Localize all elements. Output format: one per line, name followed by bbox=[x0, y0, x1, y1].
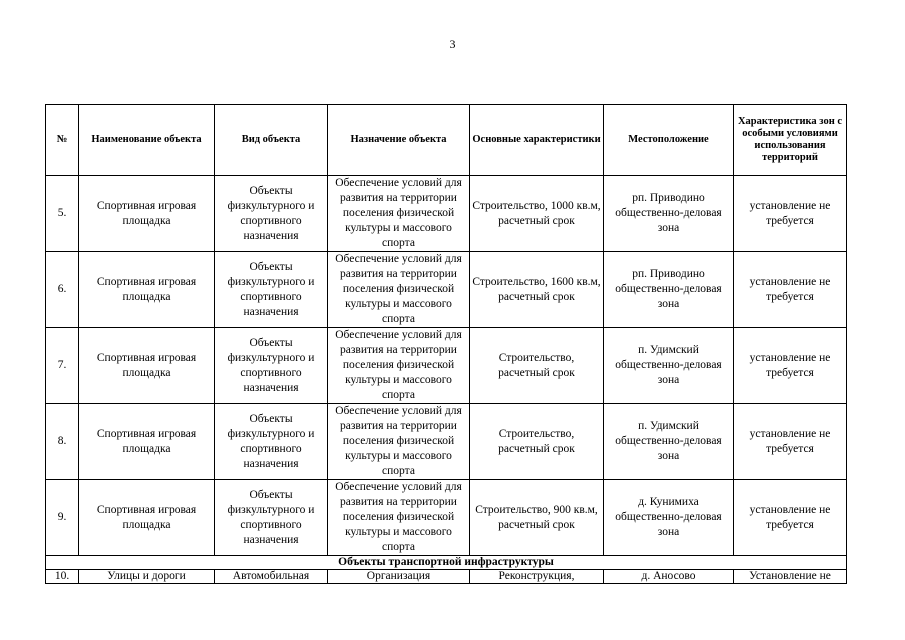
section-row bbox=[46, 556, 847, 570]
row-number: 5. bbox=[46, 176, 79, 252]
location-cell: д. Аносово bbox=[604, 570, 734, 584]
object-name-cell: Спортивная игровая площадка bbox=[79, 252, 215, 328]
zone-cell: установление не требуется bbox=[734, 252, 847, 328]
object-name-cell: Спортивная игровая площадка bbox=[79, 404, 215, 480]
header-object-type: Вид объекта bbox=[215, 105, 328, 176]
object-purpose-cell: Обеспечение условий для развития на территории поселения физической культуры и массового спорта bbox=[328, 176, 470, 252]
row-number: 7. bbox=[46, 328, 79, 404]
object-name-cell: Улицы и дороги bbox=[79, 570, 215, 584]
header-object-name: Наименование объекта bbox=[79, 105, 215, 176]
location-cell: п. Удимский общественно-деловая зона bbox=[604, 328, 734, 404]
characteristics-cell: Строительство, 1000 кв.м, расчетный срок bbox=[470, 176, 604, 252]
characteristics-cell: Строительство, расчетный срок bbox=[470, 404, 604, 480]
row-number: 9. bbox=[46, 480, 79, 556]
characteristics-cell: Строительство, расчетный срок bbox=[470, 328, 604, 404]
table-row bbox=[46, 176, 847, 252]
header-main-characteristics: Основные характеристики bbox=[470, 105, 604, 176]
object-type-cell: Объекты физкультурного и спортивного назначения bbox=[215, 480, 328, 556]
object-purpose-cell: Обеспечение условий для развития на территории поселения физической культуры и массового спорта bbox=[328, 404, 470, 480]
location-cell: рп. Приводино общественно-деловая зона bbox=[604, 176, 734, 252]
zone-cell: Установление не bbox=[734, 570, 847, 584]
table-row bbox=[46, 570, 847, 584]
characteristics-cell: Реконструкция, bbox=[470, 570, 604, 584]
zone-cell: установление не требуется bbox=[734, 328, 847, 404]
row-number: 8. bbox=[46, 404, 79, 480]
object-purpose-cell: Обеспечение условий для развития на территории поселения физической культуры и массового спорта bbox=[328, 480, 470, 556]
objects-table bbox=[45, 104, 847, 584]
object-type-cell: Объекты физкультурного и спортивного назначения bbox=[215, 176, 328, 252]
object-purpose-cell: Организация bbox=[328, 570, 470, 584]
header-zone-characteristics: Характеристика зон с особыми условиями использования территорий bbox=[734, 105, 847, 176]
characteristics-cell: Строительство, 900 кв.м, расчетный срок bbox=[470, 480, 604, 556]
object-type-cell: Объекты физкультурного и спортивного назначения bbox=[215, 328, 328, 404]
characteristics-cell: Строительство, 1600 кв.м, расчетный срок bbox=[470, 252, 604, 328]
row-number: 6. bbox=[46, 252, 79, 328]
page-number: 3 bbox=[449, 37, 456, 51]
header-object-purpose: Назначение объекта bbox=[328, 105, 470, 176]
row-number: 10. bbox=[46, 570, 79, 584]
object-name-cell: Спортивная игровая площадка bbox=[79, 176, 215, 252]
table-row bbox=[46, 404, 847, 480]
zone-cell: установление не требуется bbox=[734, 176, 847, 252]
table-row bbox=[46, 328, 847, 404]
object-type-cell: Объекты физкультурного и спортивного назначения bbox=[215, 252, 328, 328]
location-cell: рп. Приводино общественно-деловая зона bbox=[604, 252, 734, 328]
location-cell: д. Кунимиха общественно-деловая зона bbox=[604, 480, 734, 556]
header-location: Местоположение bbox=[604, 105, 734, 176]
header-row bbox=[46, 105, 847, 176]
object-purpose-cell: Обеспечение условий для развития на территории поселения физической культуры и массового спорта bbox=[328, 252, 470, 328]
object-purpose-cell: Обеспечение условий для развития на территории поселения физической культуры и массового спорта bbox=[328, 328, 470, 404]
object-name-cell: Спортивная игровая площадка bbox=[79, 480, 215, 556]
location-cell: п. Удимский общественно-деловая зона bbox=[604, 404, 734, 480]
zone-cell: установление не требуется bbox=[734, 404, 847, 480]
header-number: № bbox=[46, 105, 79, 176]
table-row bbox=[46, 252, 847, 328]
object-type-cell: Объекты физкультурного и спортивного назначения bbox=[215, 404, 328, 480]
object-name-cell: Спортивная игровая площадка bbox=[79, 328, 215, 404]
table-row bbox=[46, 480, 847, 556]
object-type-cell: Автомобильная bbox=[215, 570, 328, 584]
section-title: Объекты транспортной инфраструктуры bbox=[46, 556, 847, 570]
zone-cell: установление не требуется bbox=[734, 480, 847, 556]
